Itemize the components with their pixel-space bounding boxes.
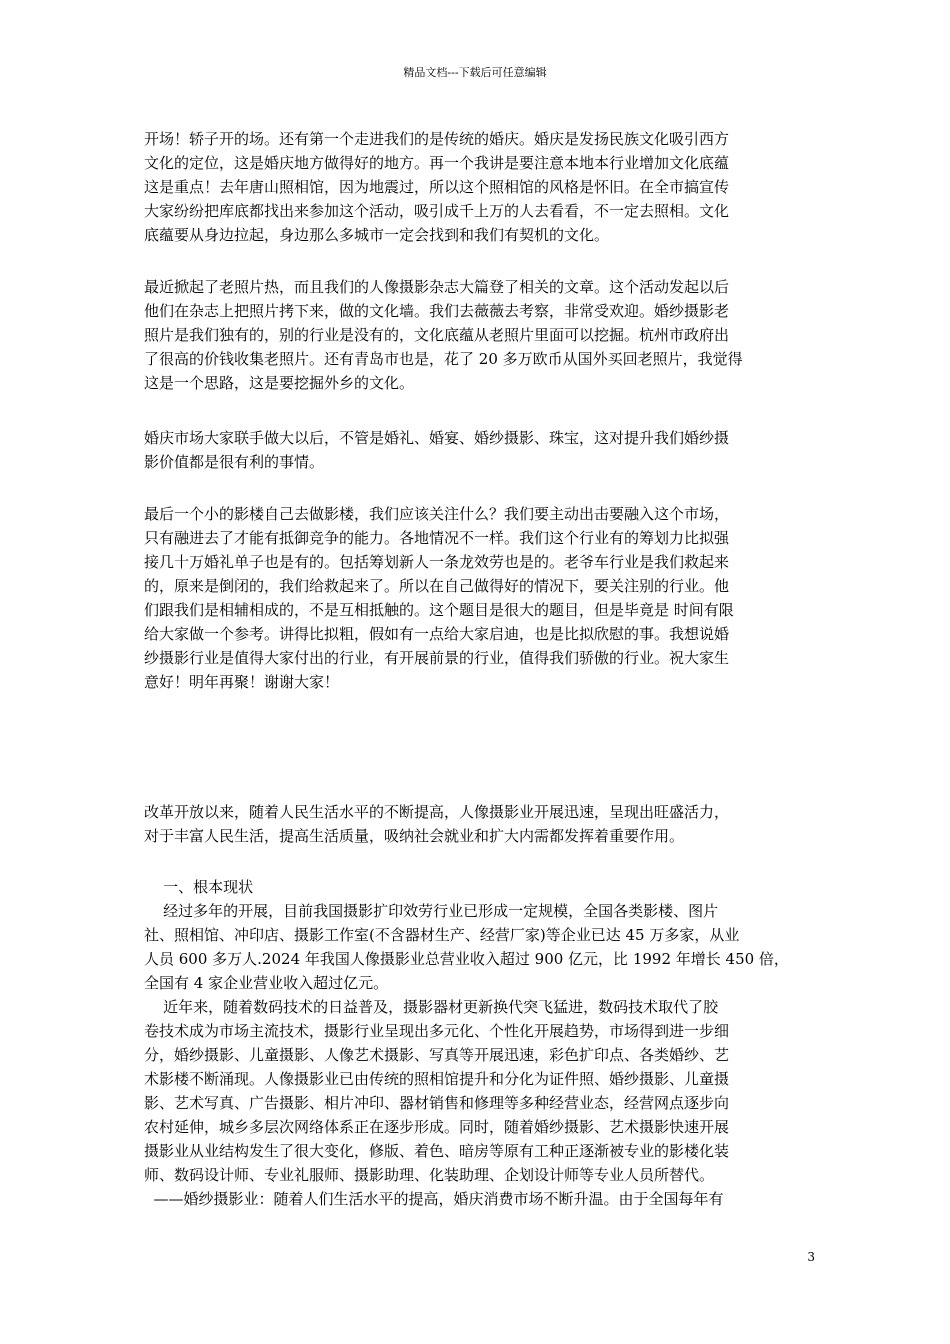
text-line: 们跟我们是相辅相成的，不是互相抵触的。这个题目是很大的题目，但是毕竟是 时间有限 [144, 601, 734, 619]
text-line: 文化的定位，这是婚庆地方做得好的地方。再一个我讲是要注意本地本行业增加文化底蕴 [144, 154, 730, 172]
text-line: ——婚纱摄影业：随着人们生活水平的提高，婚庆消费市场不断升温。由于全国每年有 [144, 1190, 724, 1208]
text-line: 只有融进去了才能有抵御竞争的能力。各地情况不一样。我们这个行业有的筹划力比拟强 [144, 529, 730, 547]
page-number: 3 [807, 1250, 815, 1264]
paragraph-1 [144, 127, 810, 247]
text-line: 全国有 4 家企业营业收入超过亿元。 [144, 974, 389, 992]
text-line: 社、照相馆、冲印店、摄影工作室(不含器材生产、经营厂家)等企业已达 45 万多家，从业 [144, 926, 740, 944]
text-line: 这是一个思路，这是要挖掘外乡的文化。 [144, 374, 415, 392]
paragraph-2 [144, 275, 810, 395]
text-line: 分，婚纱摄影、儿童摄影、人像艺术摄影、写真等开展迅速，彩色扩印点、各类婚纱、艺 [144, 1046, 730, 1064]
text-line: 摄影业从业结构发生了很大变化，修版、着色、暗房等原有工种正逐渐被专业的影楼化装 [144, 1142, 730, 1160]
text-line: 接几十万婚礼单子也是有的。包括筹划新人一条龙效劳也是的。老爷车行业是我们救起来 [144, 553, 730, 571]
text-line: 意好！明年再聚！谢谢大家！ [144, 673, 340, 691]
section-heading: 一、根本现状 [144, 878, 254, 896]
paragraph-3 [144, 426, 810, 474]
paragraph-4 [144, 502, 810, 694]
text-line: 这是重点！去年唐山照相馆，因为地震过，所以这个照相馆的风格是怀旧。在全市搞宣传 [144, 178, 730, 196]
text-line: 了很高的价钱收集老照片。还有青岛市也是，花了 20 多万欧币从国外买回老照片，我觉得 [144, 350, 743, 368]
text-line: 术影楼不断涌现。人像摄影业已由传统的照相馆提升和分化为证件照、婚纱摄影、儿童摄 [144, 1070, 730, 1088]
text-line: 婚庆市场大家联手做大以后，不管是婚礼、婚宴、婚纱摄影、珠宝，这对提升我们婚纱摄 [144, 429, 730, 447]
text-line: 他们在杂志上把照片拷下来，做的文化墙。我们去薇薇去考察，非常受欢迎。婚纱摄影老 [144, 302, 730, 320]
text-line: 最近掀起了老照片热，而且我们的人像摄影杂志大篇登了相关的文章。这个活动发起以后 [144, 278, 730, 296]
text-line: 底蕴要从身边拉起，身边那么多城市一定会找到和我们有契机的文化。 [144, 226, 610, 244]
paragraph-5 [144, 800, 810, 848]
text-line: 改革开放以来，随着人民生活水平的不断提高，人像摄影业开展迅速，呈现出旺盛活力， [144, 803, 730, 821]
text-line: 卷技术成为市场主流技术，摄影行业呈现出多元化、个性化开展趋势，市场得到进一步细 [144, 1022, 730, 1040]
text-line: 师、数码设计师、专业礼服师、摄影助理、化装助理、企划设计师等专业人员所替代。 [144, 1166, 715, 1184]
text-line: 经过多年的开展，目前我国摄影扩印效劳行业已形成一定规模，全国各类影楼、图片 [144, 902, 719, 920]
text-line: 的，原来是倒闭的，我们给救起来了。所以在自己做得好的情况下，要关注别的行业。他 [144, 577, 730, 595]
page-header: 精品文档---下载后可任意编辑 [403, 66, 547, 79]
text-line: 照片是我们独有的，别的行业是没有的，文化底蕴从老照片里面可以挖掘。杭州市政府出 [144, 326, 730, 344]
text-line: 近年来，随着数码技术的日益普及，摄影器材更新换代突飞猛进，数码技术取代了胶 [144, 998, 719, 1016]
text-line: 人员 600 多万人.2024 年我国人像摄影业总营业收入超过 900 亿元，比 1992 年增长 450 倍， [144, 950, 789, 968]
text-line: 纱摄影行业是值得大家付出的行业，有开展前景的行业，值得我们骄傲的行业。祝大家生 [144, 649, 730, 667]
text-line: 给大家做一个参考。讲得比拟粗，假如有一点给大家启迪，也是比拟欣慰的事。我想说婚 [144, 625, 730, 643]
text-line: 最后一个小的影楼自己去做影楼，我们应该关注什么？我们要主动出击要融入这个市场， [144, 505, 730, 523]
text-line: 对于丰富人民生活，提高生活质量，吸纳社会就业和扩大内需都发挥着重要作用。 [144, 827, 685, 845]
text-line: 大家纷纷把库底都找出来参加这个活动，吸引成千上万的人去看看，不一定去照相。文化 [144, 202, 730, 220]
text-line: 农村延伸，城乡多层次网络体系正在逐步形成。同时，随着婚纱摄影、艺术摄影快速开展 [144, 1118, 730, 1136]
text-line: 开场！轿子开的场。还有第一个走进我们的是传统的婚庆。婚庆是发扬民族文化吸引西方 [144, 130, 730, 148]
text-line: 影价值都是很有利的事情。 [144, 453, 325, 471]
section-basic-status [144, 875, 810, 1211]
text-line: 影、艺术写真、广告摄影、相片冲印、器材销售和修理等多种经营业态，经营网点逐步向 [144, 1094, 730, 1112]
